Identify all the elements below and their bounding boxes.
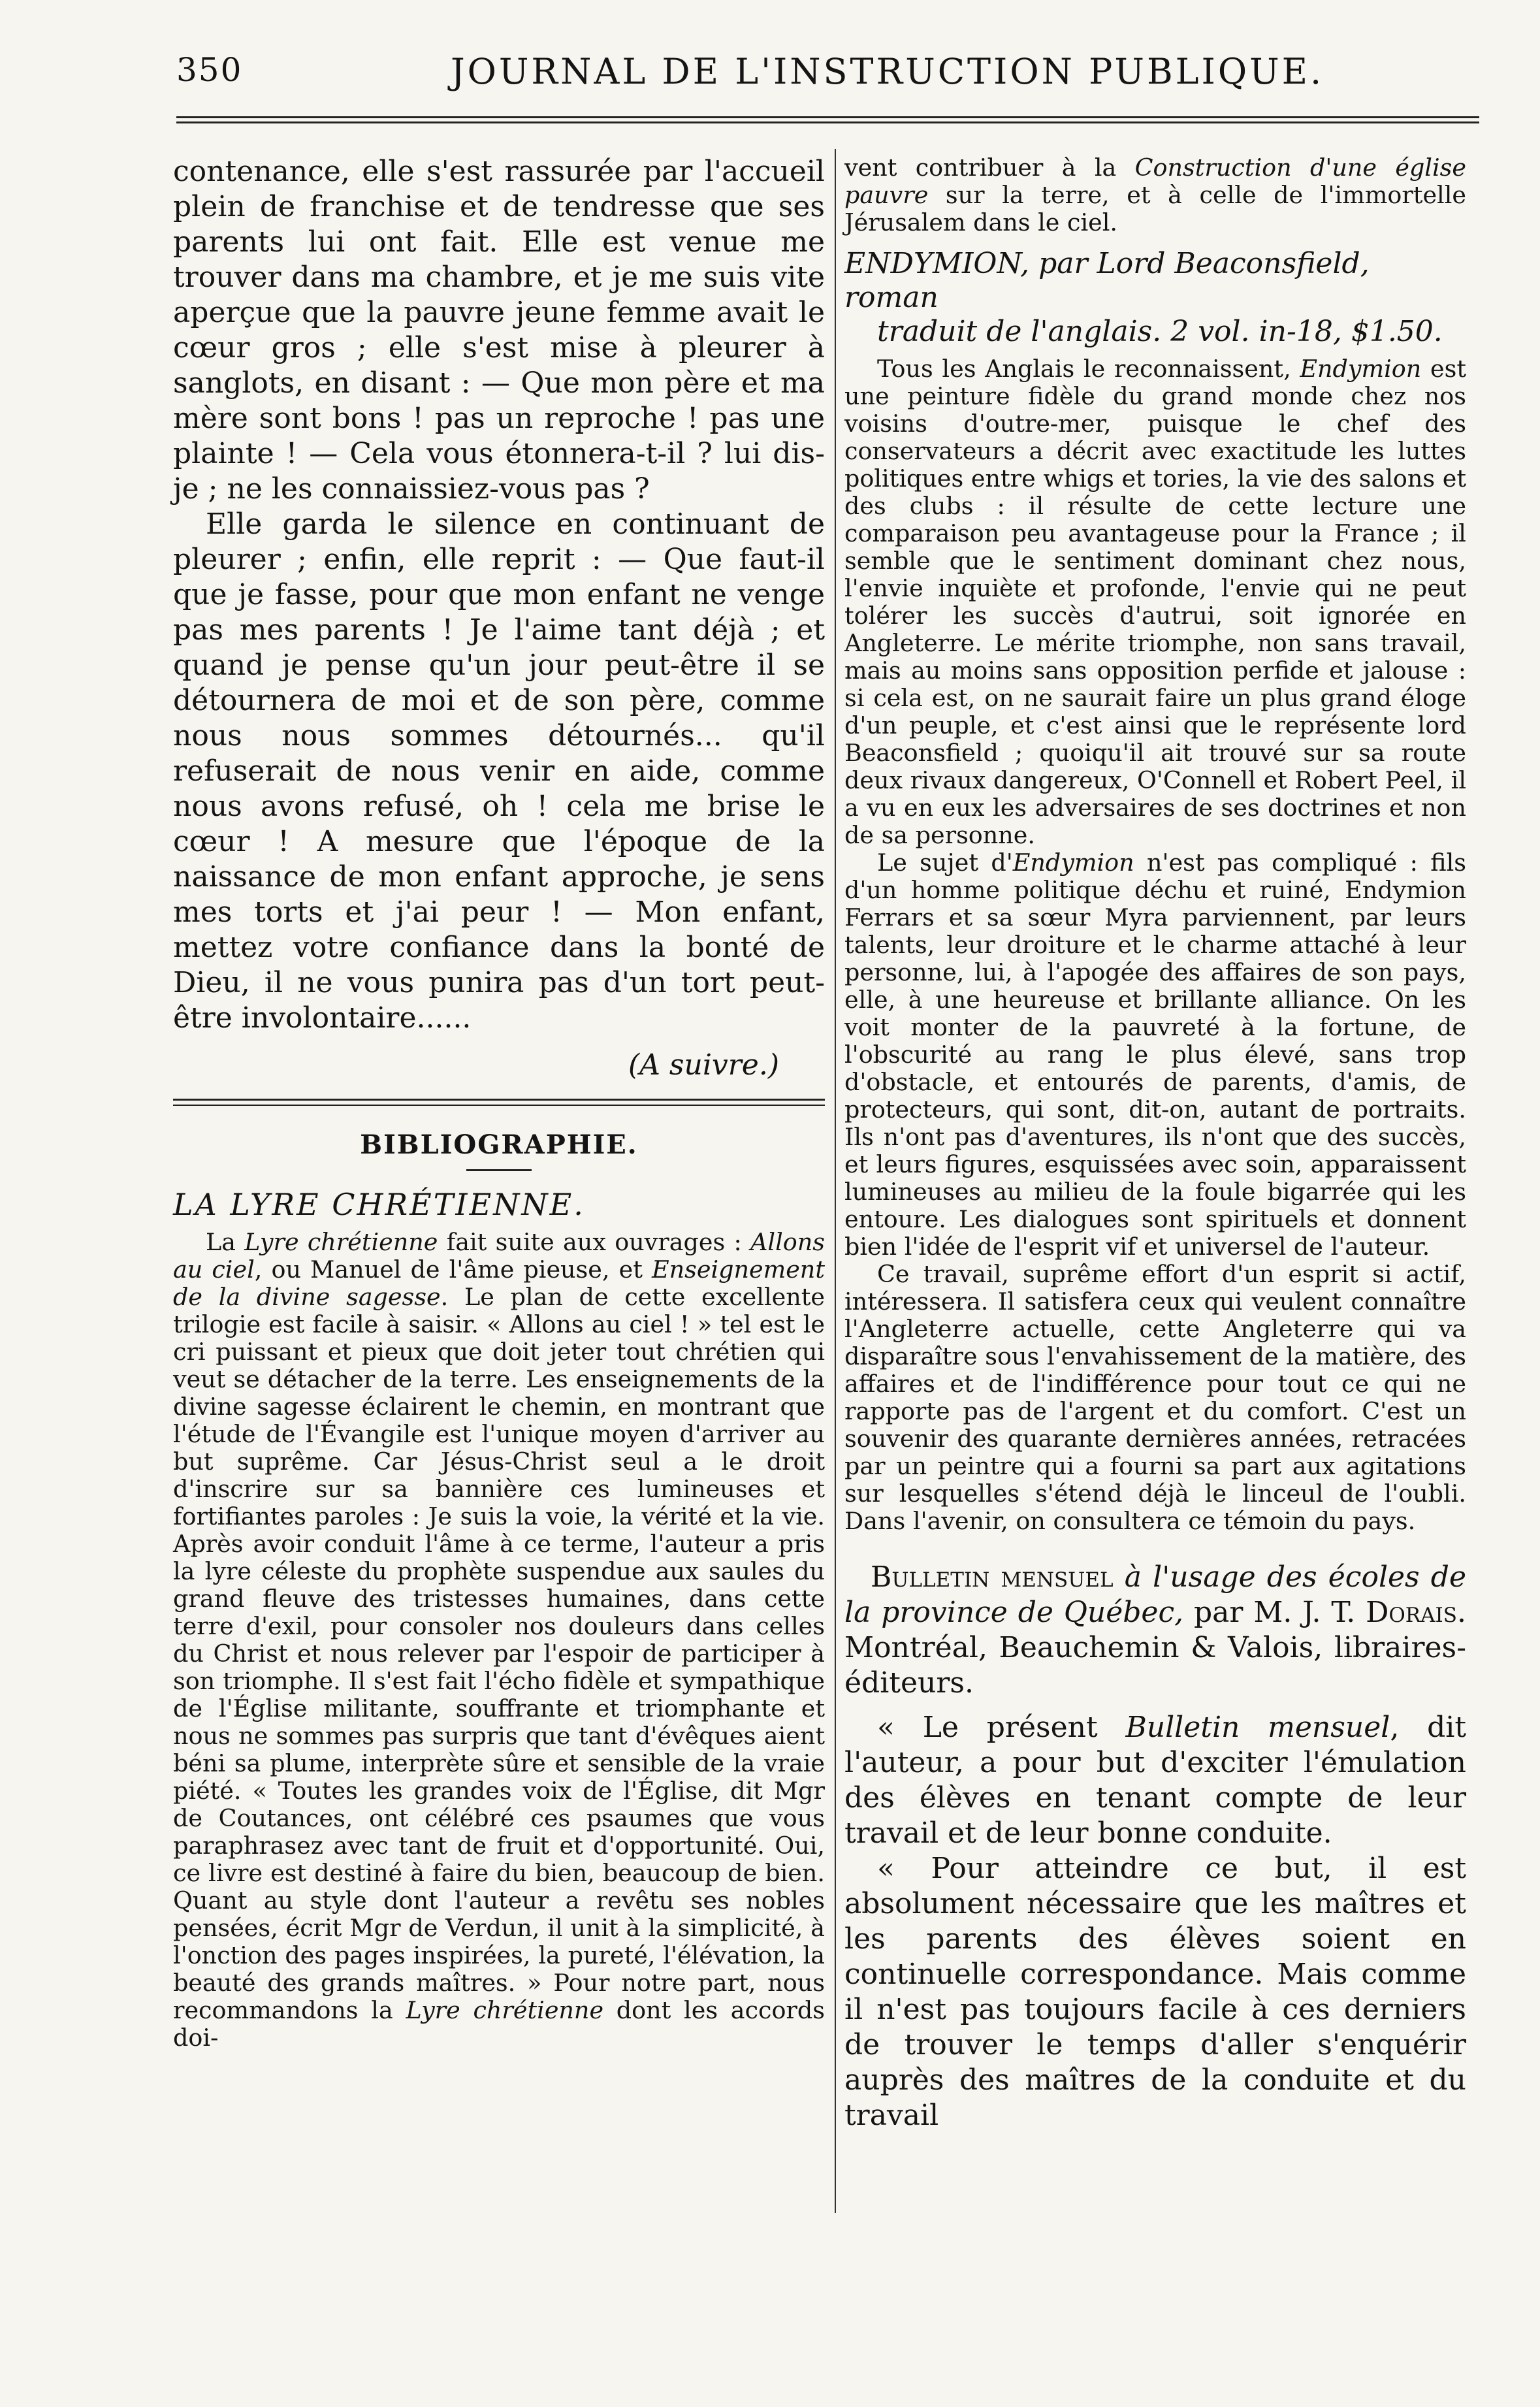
lyre-continuation: vent contribuer à la Construction d'une église pauvre sur la terre, et à celle de l'immortelle Jérusalem dans le ciel. <box>844 153 1466 236</box>
section-dash <box>466 1169 532 1171</box>
column-divider <box>835 149 836 2213</box>
bulletin-heading: Bulletin mensuel à l'usage des écoles de la province de Québec, par M. J. T. Dorais. Montréal, Beauchemin & Valois, libraires-éditeurs. <box>844 1560 1467 1700</box>
story-paragraph-1: contenance, elle s'est rassurée par l'accueil plein de franchise et de tendresse que ses parents lui ont fait. Elle est venue me trouver dans ma chambre, et je me suis vite aperçue que la pauvre jeune femme avait le cœur gros ; elle s'est mise à pleurer à sanglots, en disant : — Que mon père et ma mère sont bons ! pas un reproche ! pas une plainte ! — Cela vous étonnera-t-il ? lui dis-je ; ne les connaissiez-vous pas ? <box>173 155 825 506</box>
endymion-paragraph-1: Tous les Anglais le reconnaissent, Endymion est une peinture fidèle du grand monde chez nos voisins d'outre-mer, puisque le chef des conservateurs a décrit avec exactitude les luttes politiques entre whigs et tories, la vie des salons et des clubs : il résulte de cette lecture une comparaison peu avantageuse pour la France ; il semble que le sentiment dominant chez nous, l'envie inquiète et profonde, l'envie qui ne peut tolérer les succès d'autrui, soit ignorée en Angleterre. Le mérite triomphe, non sans travail, mais au moins sans opposition perfide et jalouse : si cela est, on ne saurait faire un plus grand éloge d'un peuple, et c'est ainsi que le représente lord Beaconsfield ; quoiqu'il ait trouvé sur sa route deux rivaux dangereux, O'Connell et Robert Peel, il a vu en eux les adversaires de ses doctrines et non de sa personne. <box>844 355 1467 849</box>
endymion-paragraph-2: Le sujet d'Endymion n'est pas compliqué : fils d'un homme politique déchu et ruiné, Endymion Ferrars et sa sœur Myra parviennent, par leurs talents, leur droiture et le charme attaché à leur personne, lui, à l'apogée des affaires de son pays, elle, à une heureuse et brillante alliance. On les voit monter de la pauvreté à la fortune, de l'obscurité au rang le plus élevé, sans trop d'obstacle, et entourés de parents, d'amis, de protecteurs, qui sont, dit-on, autant de portraits. Ils n'ont pas d'aventures, ils n'ont que des succès, et leurs figures, esquissées avec soin, apparaissent lumineuses au milieu de la foule bigarrée qui les entoure. Les dialogues sont spirituels et donnent bien l'idée de l'esprit vif et universel de l'auteur. <box>844 848 1466 1261</box>
page-number: 350 <box>176 51 243 89</box>
page-header <box>176 51 1469 103</box>
bulletin-paragraph-1: « Le présent Bulletin mensuel, dit l'auteur, a pour but d'exciter l'émulation des élèves en tenant compte de leur travail et de leur bonne conduite. <box>844 1711 1467 1850</box>
running-title: JOURNAL DE L'INSTRUCTION PUBLIQUE. <box>451 51 1324 92</box>
section-rule-top <box>173 1099 825 1101</box>
header-rule-bottom <box>176 121 1479 123</box>
lyre-title: LA LYRE CHRÉTIENNE. <box>173 1187 585 1222</box>
section-heading: BIBLIOGRAPHIE. <box>360 1129 638 1160</box>
header-rule-top <box>176 116 1479 118</box>
lyre-paragraph: La Lyre chrétienne fait suite aux ouvrages : Allons au ciel, ou Manuel de l'âme pieuse, et Enseignement de la divine sagesse. Le plan de cette excellente trilogie est facile à saisir. « Allons au ciel ! » tel est le cri puissant et pieux que doit jeter tout chrétien qui veut se détacher de la terre. Les enseignements de la divine sagesse éclairent le chemin, en montrant que l'étude de l'Évangile est l'unique moyen d'arriver au but suprême. Car Jésus-Christ seul a le droit d'inscrire sur sa bannière ces lumineuses et fortifiantes paroles : Je suis la voie, la vérité et la vie. Après avoir conduit l'âme à ce terme, l'auteur a pris la lyre céleste du prophète suspendue aux saules du grand fleuve des tristesses humaines, dans cette terre d'exil, pour consoler nos douleurs dans celles du Christ et nous relever par l'espoir de participer à son triomphe. Il s'est fait l'écho fidèle et sympathique de l'Église militante, souffrante et triomphante et nous ne sommes pas surpris que tant d'évêques aient béni sa plume, interprète sûre et sensible de la vraie piété. « Toutes les grandes voix de l'Église, dit Mgr de Coutances, ont célébré ces psaumes que vous paraphrasez avec tant de fruit et d'opportunité. Oui, ce livre est destiné à faire du bien, beaucoup de bien. Quant au style dont l'auteur a revêtu ses nobles pensées, écrit Mgr de Verdun, il unit à la simplicité, à l'onction des pages inspirées, la pureté, l'élévation, la beauté des grands maîtres. » Pour notre part, nous recommandons la Lyre chrétienne dont les accords doi- <box>173 1228 825 2052</box>
right-column <box>844 154 1466 2133</box>
story-paragraph-2: Elle garda le silence en continuant de pleurer ; enfin, elle reprit : — Que faut-il que je fasse, pour que mon enfant ne venge pas mes parents ! Je l'aime tant déjà ; et quand je pense qu'un jour peut-être il se détournera de moi et de son père, comme nous nous sommes détournés... qu'il refuserait de nous venir en aide, comme nous avons refusé, oh ! cela me brise le cœur ! A mesure que l'époque de la naissance de mon enfant approche, je sens mes torts et j'ai peur ! — Mon enfant, mettez votre confiance dans la bonté de Dieu, il ne vous punira pas d'un tort peut-être involontaire...... <box>173 508 825 1035</box>
section-rule-bottom <box>173 1105 825 1106</box>
endymion-title: ENDYMION, par Lord Beaconsfield, roman traduit de l'anglais. 2 vol. in-18, $1.50. <box>844 247 1443 348</box>
endymion-paragraph-3: Ce travail, suprême effort d'un esprit si actif, intéressera. Il satisfera ceux qui veulent connaître l'Angleterre actuelle, cette Angleterre qui va disparaître sous l'envahissement de la matière, des affaires et de l'indifférence pour tout ce qui ne rapporte pas de l'argent et du comfort. C'est un souvenir des quarante dernières années, retracées par un peintre qui a fourni sa part aux agitations sur lesquelles s'étend déjà le linceul de l'oubli. Dans l'avenir, on consultera ce témoin du pays. <box>844 1260 1466 1535</box>
left-column <box>173 154 825 2052</box>
to-be-continued: (A suivre.) <box>628 1048 779 1082</box>
bulletin-paragraph-2: « Pour atteindre ce but, il est absolument nécessaire que les maîtres et les parents des élèves soient en continuelle correspondance. Mais comme il n'est pas toujours facile à ces derniers de trouver le temps d'aller s'enquérir auprès des maîtres de la conduite et du travail <box>844 1852 1466 2132</box>
